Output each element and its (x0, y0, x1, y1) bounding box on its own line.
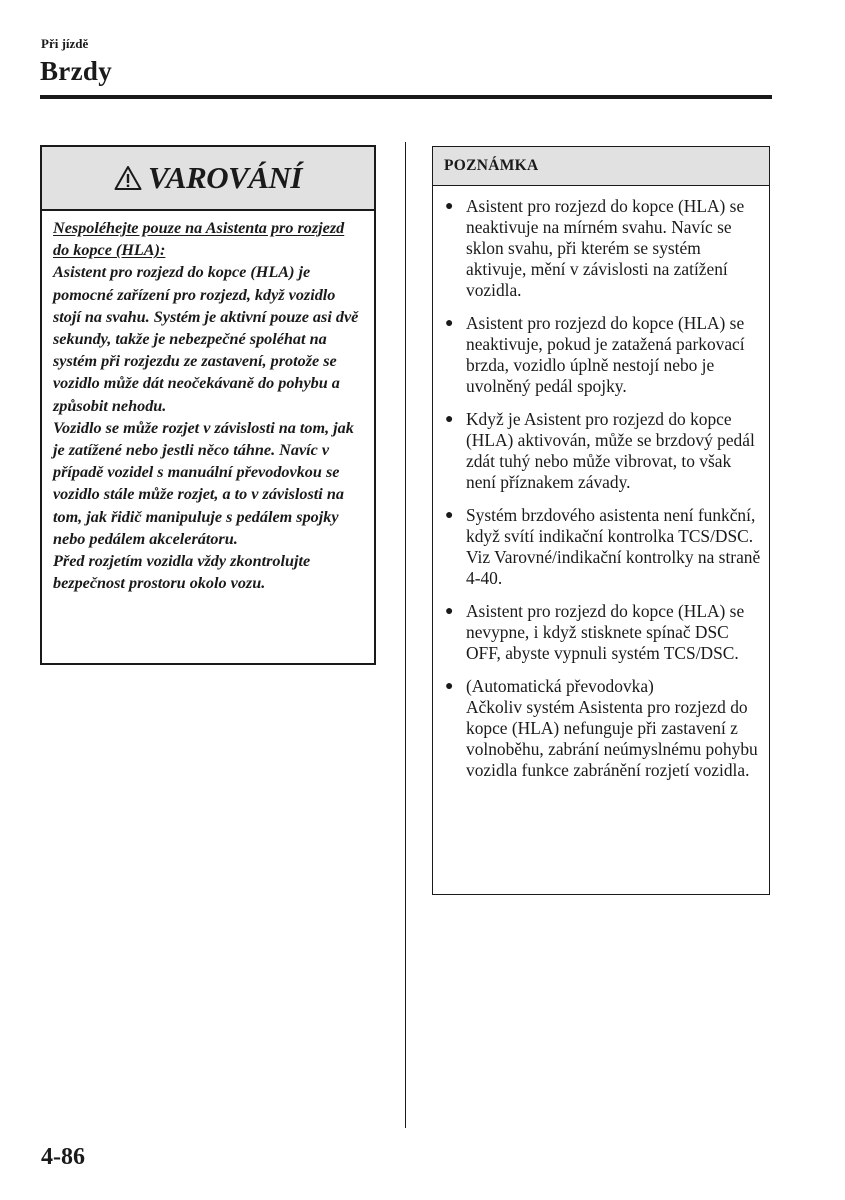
bullet-icon: ● (445, 199, 454, 214)
note-header: POZNÁMKA (433, 147, 769, 186)
note-item-text: (Automatická převodovka) Ačkoliv systém Asistenta pro rozjezd do kopce (HLA) nefunguje při zastavení z volnoběhu, zabrání neúmyslnému pohybu vozidla funkce zabránění rozjetí vozidla. (466, 676, 758, 780)
list-item (445, 505, 761, 589)
column-divider (405, 142, 406, 1128)
note-item-text: Asistent pro rozjezd do kopce (HLA) se neaktivuje, pokud je zatažená parkovací brzda, vozidlo úplně nestojí nebo je uvolněný pedál spojky. (466, 313, 745, 396)
list-item (445, 601, 761, 664)
list-item (445, 409, 761, 493)
warning-box (40, 145, 376, 665)
note-item-text: Systém brzdového asistenta není funkční, když svítí indikační kontrolka TCS/DSC. Viz Varovné/indikační kontrolky na straně 4-40. (466, 505, 761, 588)
note-item-text: Asistent pro rozjezd do kopce (HLA) se neaktivuje na mírném svahu. Navíc se sklon svahu, při kterém se systém aktivuje, mění v závislosti na zatížení vozidla. (466, 196, 745, 300)
warning-header (42, 147, 374, 211)
heading-divider (40, 95, 772, 99)
bullet-icon: ● (445, 679, 454, 694)
page-title: Brzdy (40, 56, 112, 86)
warning-lead: Nespoléhejte pouze na Asistenta pro rozjezd do kopce (HLA): (53, 219, 345, 260)
page-number: 4-86 (41, 1144, 85, 1170)
note-box (432, 146, 770, 895)
bullet-icon: ● (445, 604, 454, 619)
list-item (445, 676, 761, 781)
warning-triangle-icon (114, 165, 142, 191)
bullet-icon: ● (445, 316, 454, 331)
list-item (445, 313, 761, 397)
warning-paragraph: Asistent pro rozjezd do kopce (HLA) je pomocné zařízení pro rozjezd, když vozidlo stojí na svahu. Systém je aktivní pouze asi dvě sekundy, takže je nebezpečné spoléhat na systém při rozjezdu ze zastavení, protože se vozidlo může dát neočekávaně do pohybu a způsobit nehodu. (53, 263, 359, 415)
bullet-icon: ● (445, 412, 454, 427)
warning-title: VAROVÁNÍ (148, 160, 302, 195)
section-label: Při jízdě (41, 36, 89, 51)
bullet-icon: ● (445, 508, 454, 523)
warning-paragraph: Vozidlo se může rozjet v závislosti na tom, jak je zatížené nebo jestli něco táhne. Navíc v případě vozidel s manuální převodovkou se vozidlo stále může rozjet, a to v závislosti na tom, jak řidič manipuluje s pedálem spojky nebo pedálem akcelerátoru. (53, 418, 354, 548)
note-item-text: Asistent pro rozjezd do kopce (HLA) se nevypne, i když stisknete spínač DSC OFF, abyste vypnuli systém TCS/DSC. (466, 601, 745, 663)
note-list (433, 186, 769, 781)
warning-paragraph: Před rozjetím vozidla vždy zkontrolujte bezpečnost prostoru okolo vozu. (53, 552, 311, 593)
warning-body (42, 211, 374, 594)
note-item-text: Když je Asistent pro rozjezd do kopce (HLA) aktivován, může se brzdový pedál zdát tuhý nebo může vibrovat, to však není příznakem závady. (466, 409, 755, 492)
list-item (445, 196, 761, 301)
